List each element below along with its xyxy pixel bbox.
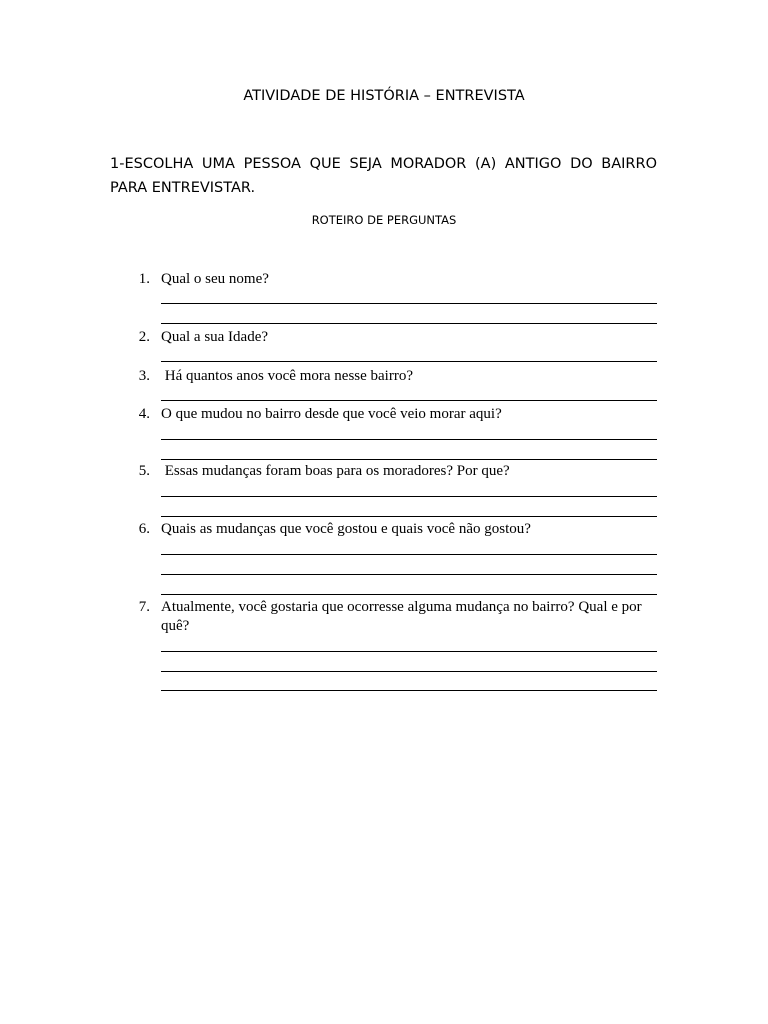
question-number: 4. bbox=[138, 406, 150, 422]
instruction-text: 1-ESCOLHA UMA PESSOA QUE SEJA MORADOR (A) ANTIGO DO BAIRRO PARA ENTREVISTAR. bbox=[110, 156, 657, 196]
answer-line[interactable] bbox=[161, 400, 657, 401]
question-number: 5. bbox=[138, 463, 150, 479]
answer-line[interactable] bbox=[161, 323, 657, 324]
question-number: 7. bbox=[138, 599, 150, 615]
answer-line[interactable] bbox=[161, 496, 657, 497]
answer-line[interactable] bbox=[161, 690, 657, 691]
section-subtitle: ROTEIRO DE PERGUNTAS bbox=[311, 213, 457, 227]
answer-line[interactable] bbox=[161, 303, 657, 304]
answer-line[interactable] bbox=[161, 651, 657, 652]
question-text: Quais as mudanças que você gostou e quais você não gostou? bbox=[161, 521, 531, 537]
answer-line[interactable] bbox=[161, 439, 657, 440]
answer-line[interactable] bbox=[161, 554, 657, 555]
answer-line[interactable] bbox=[161, 516, 657, 517]
question-text: O que mudou no bairro desde que você veio morar aqui? bbox=[161, 406, 502, 422]
question-number: 6. bbox=[138, 521, 150, 537]
answer-line[interactable] bbox=[161, 574, 657, 575]
question-number: 3. bbox=[138, 368, 150, 384]
question-text: Atualmente, você gostaria que ocorresse alguma mudança no bairro? Qual e por quê? bbox=[161, 599, 646, 634]
question-text: Qual o seu nome? bbox=[161, 271, 269, 287]
answer-line[interactable] bbox=[161, 671, 657, 672]
answer-line[interactable] bbox=[161, 361, 657, 362]
question-number: 1. bbox=[138, 271, 150, 287]
answer-line[interactable] bbox=[161, 594, 657, 595]
question-text: Essas mudanças foram boas para os moradores? Por que? bbox=[161, 463, 510, 479]
question-text: Qual a sua Idade? bbox=[161, 329, 269, 345]
question-number: 2. bbox=[138, 329, 150, 345]
page-title: ATIVIDADE DE HISTÓRIA – ENTREVISTA bbox=[243, 88, 525, 104]
answer-line[interactable] bbox=[161, 459, 657, 460]
question-text: Há quantos anos você mora nesse bairro? bbox=[161, 368, 413, 384]
